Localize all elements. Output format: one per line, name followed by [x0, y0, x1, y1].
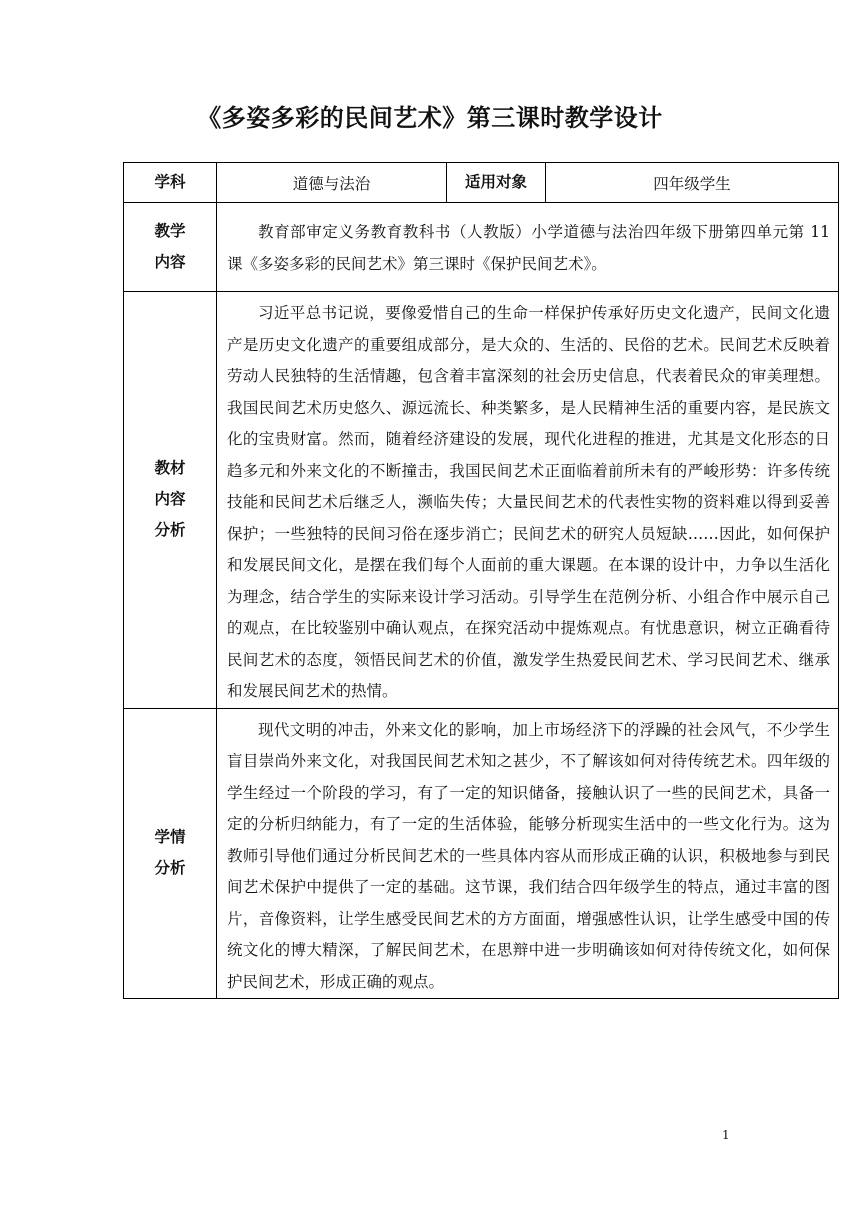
row-label-teaching-content: [124, 203, 217, 292]
teaching-content-text: 教育部审定义务教育教科书（人教版）小学道德与法治四年级下册第四单元第 11 课《多姿多彩的民间艺术》第三课时《保护民间艺术》。: [227, 223, 830, 273]
page-title: 《多姿多彩的民间艺术》第三课时教学设计: [197, 104, 663, 132]
audience-value: 四年级学生: [546, 163, 839, 203]
lesson-plan-table: [123, 162, 839, 999]
table-row-teaching-content: [124, 203, 839, 292]
row-label-line: 分析: [154, 859, 186, 878]
row-text-cell: [217, 292, 839, 709]
material-analysis-text: 习近平总书记说，要像爱惜自己的生命一样保护传承好历史文化遗产，民间文化遗产是历史文化遗产的重要组成部分，是大众的、生活的、民俗的艺术。民间艺术反映着劳动人民独特的生活情趣，包含着丰富深刻的社会历史信息，代表着民众的审美理想。我国民间艺术历史悠久、源远流长、种类繁多，是人民精神生活的重要内容，是民族文化的宝贵财富。然而，随着经济建设的发展，现代化进程的推进，尤其是文化形态的日趋多元和外来文化的不断撞击，我国民间艺术正面临着前所未有的严峻形势：许多传统技能和民间艺术后继乏人，濒临失传；大量民间艺术的代表性实物的资料难以得到妥善保护；一些独特的民间习俗在逐步消亡；民间艺术的研究人员短缺……因此，如何保护和发展民间文化，是摆在我们每个人面前的重大课题。在本课的设计中，力争以生活化为理念，结合学生的实际来设计学习活动。引导学生在范例分析、小组合作中展示自己的观点，在比较鉴别中确认观点，在探究活动中提炼观点。有忧患意识，树立正确看待民间艺术的态度，领悟民间艺术的价值，激发学生热爱民间艺术、学习民间艺术、继承和发展民间艺术的热情。: [227, 304, 830, 700]
row-label-line: 内容: [154, 253, 186, 271]
row-label-student-analysis: [124, 708, 217, 999]
table-row-student-analysis: [124, 708, 839, 999]
row-label-material-analysis: [124, 292, 217, 709]
page-number: 1: [722, 1128, 730, 1142]
subject-label: 学科: [124, 163, 217, 203]
row-text-cell: [217, 708, 839, 999]
student-analysis-text: 现代文明的冲击，外来文化的影响，加上市场经济下的浮躁的社会风气，不少学生盲目崇尚外来文化，对我国民间艺术知之甚少，不了解该如何对待传统艺术。四年级的学生经过一个阶段的学习，有了一定的知识储备，接触认识了一些的民间艺术，具备一定的分析归纳能力，有了一定的生活体验，能够分析现实生活中的一些文化行为。这为教师引导他们通过分析民间艺术的一些具体内容从而形成正确的认识，积极地参与到民间艺术保护中提供了一定的基础。这节课，我们结合四年级学生的特点，通过丰富的图片，音像资料，让学生感受民间艺术的方方面面，增强感性认识，让学生感受中国的传统文化的博大精深，了解民间艺术，在思辩中进一步明确该如何对待传统文化，如何保护民间艺术，形成正确的观点。: [227, 720, 830, 991]
row-text-cell: [217, 203, 839, 292]
row-label-line: 学情: [154, 828, 186, 847]
table-row-material-analysis: [124, 292, 839, 709]
subject-value: 道德与法治: [217, 163, 447, 203]
row-label-line: 内容: [154, 490, 186, 509]
audience-label: 适用对象: [447, 163, 546, 203]
row-label-line: 教学: [154, 222, 186, 240]
row-label-line: 分析: [154, 521, 186, 540]
header-row: [124, 163, 839, 203]
row-label-line: 教材: [154, 459, 186, 478]
